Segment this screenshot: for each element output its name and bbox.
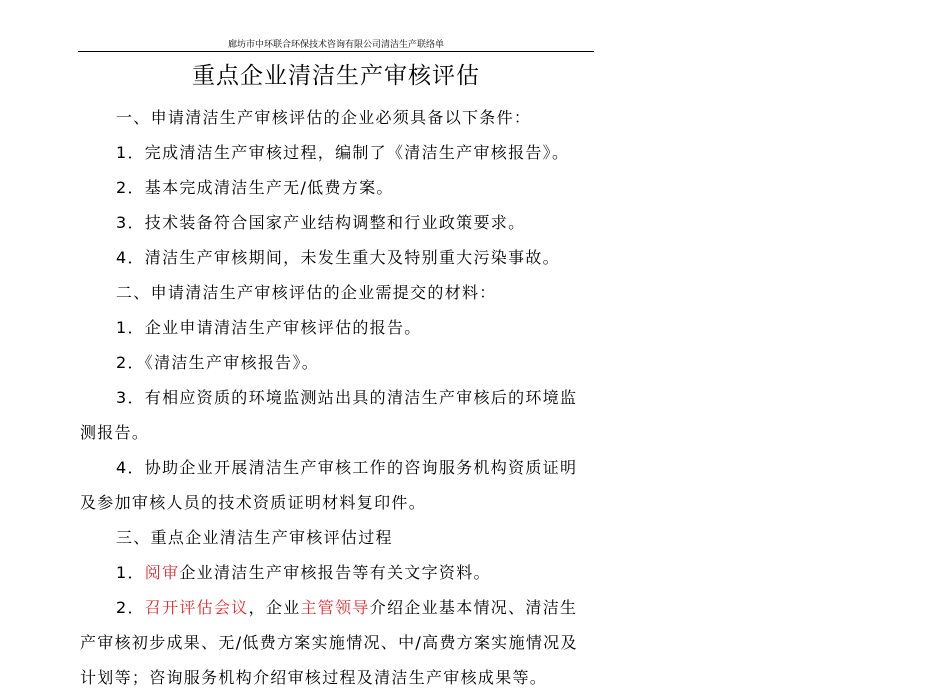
highlight-text: 主管领导 (300, 598, 370, 617)
section-3-item-2-line-1 (80, 590, 594, 625)
document-body (80, 100, 594, 695)
item-number: 2． (116, 598, 145, 617)
section-3-item-2-line-3: 计划等；咨询服务机构介绍审核过程及清洁生产审核成果等。 (80, 668, 548, 687)
section-1-item-2: 2．基本完成清洁生产无/低费方案。 (116, 178, 394, 197)
section-3-heading: 三、重点企业清洁生产审核评估过程 (116, 528, 393, 547)
section-3-item-1 (80, 555, 594, 590)
item-text: 介绍企业基本情况、清洁生 (369, 598, 578, 617)
section-2-item-2: 2．《清洁生产审核报告》。 (116, 353, 320, 372)
section-2-item-1: 1．企业申请清洁生产审核评估的报告。 (116, 318, 422, 337)
item-text: 企业清洁生产审核报告等有关文字资料。 (179, 563, 491, 582)
section-2-item-3-line-2: 测报告。 (80, 423, 150, 442)
highlight-text: 阅审 (144, 563, 180, 582)
section-2-item-4-line-1: 4．协助企业开展清洁生产审核工作的咨询服务机构资质证明 (116, 458, 578, 477)
section-2-item-3-line-1: 3．有相应资质的环境监测站出具的清洁生产审核后的环境监 (116, 388, 578, 407)
header-rule (78, 51, 594, 52)
section-2-item-4-line-2: 及参加审核人员的技术资质证明材料复印件。 (80, 493, 427, 512)
section-1-item-3: 3．技术装备符合国家产业结构调整和行业政策要求。 (116, 213, 526, 232)
section-1-item-4: 4．清洁生产审核期间，未发生重大及特别重大污染事故。 (116, 248, 560, 267)
section-1-item-1: 1．完成清洁生产审核过程，编制了《清洁生产审核报告》。 (116, 143, 570, 162)
item-number: 1． (116, 563, 145, 582)
section-3-item-2-line-2: 产审核初步成果、无/低费方案实施情况、中/高费方案实施情况及 (80, 633, 578, 652)
document-title: 重点企业清洁生产审核评估 (192, 63, 480, 89)
section-1-heading: 一、申请清洁生产审核评估的企业必须具备以下条件： (116, 108, 532, 127)
item-text: ，企业 (248, 598, 301, 617)
page-header: 廊坊市中环联合环保技术咨询有限公司清洁生产联络单 (227, 40, 444, 50)
section-2-heading: 二、申请清洁生产审核评估的企业需提交的材料： (116, 283, 497, 302)
highlight-text: 召开评估会议 (144, 598, 249, 617)
